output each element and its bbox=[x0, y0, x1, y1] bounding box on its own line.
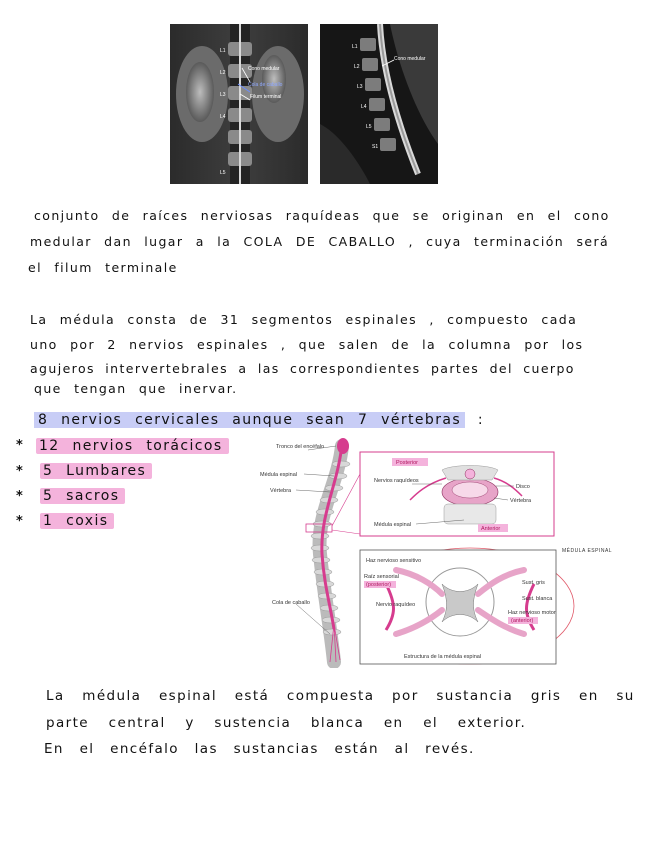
bottom-box-label-sust-gris: Sust. gris bbox=[522, 580, 545, 586]
paragraph1-line-1: medular dan lugar a la COLA DE CABALLO , cuya terminación será bbox=[30, 234, 610, 249]
top-box-tag-posterior: Posterior bbox=[396, 460, 419, 466]
spinal-anatomy-diagram bbox=[246, 434, 646, 668]
bottom-box-tag-posterior: (posterior) bbox=[366, 582, 392, 588]
paragraph1-line-2: el filum terminale bbox=[28, 260, 178, 275]
spine-label-vertebra: Vértebra bbox=[270, 488, 292, 494]
mri-right-vertebra-s1: S1 bbox=[372, 144, 379, 150]
bullet-marker-0: * bbox=[16, 438, 23, 453]
paragraph2-line-3: que tengan que inervar. bbox=[34, 381, 238, 396]
spine-label-tronco: Tronco del encéfalo bbox=[276, 444, 325, 450]
bottom-box-label-haz-motor: Haz nervioso motor bbox=[508, 610, 556, 616]
mri-right-vertebra-l1: L1 bbox=[352, 44, 358, 50]
top-box-label-medula: Médula espinal bbox=[374, 522, 411, 528]
bottom-box-label-haz-sensitivo: Haz nervioso sensitivo bbox=[366, 558, 422, 564]
mri-right-vertebra-l2: L2 bbox=[354, 64, 360, 70]
spine-label-cola: Cola de caballo bbox=[272, 600, 310, 606]
mri-right-vertebra-l4: L4 bbox=[361, 104, 367, 110]
mri-right-label-0: Cono medular bbox=[394, 56, 426, 62]
mri-right-vertebra-l3: L3 bbox=[357, 84, 363, 90]
mri-right-vertebra-l5: L5 bbox=[366, 124, 372, 130]
bottom-box-tag-anterior: (anterior) bbox=[511, 618, 534, 624]
cervical-highlight: 8 nervios cervicales aunque sean 7 vértebras bbox=[34, 412, 465, 428]
cervical-line bbox=[34, 412, 484, 428]
bullet-item-1: 5 Lumbares bbox=[40, 463, 152, 479]
paragraph1-line-0: conjunto de raíces nerviosas raquídeas que se originan en el cono bbox=[34, 208, 610, 223]
bottom-box-label-raiz: Raíz sensorial bbox=[364, 574, 399, 580]
top-box-label-vertebra: Vértebra bbox=[510, 498, 532, 504]
bullet-item-3: 1 coxis bbox=[40, 513, 114, 529]
mri-left-vertebra-l4: L4 bbox=[220, 114, 226, 120]
mri-left-vertebra-l2: L2 bbox=[220, 70, 226, 76]
spine-label-medula: Médula espinal bbox=[260, 472, 297, 478]
mri-sagittal-image bbox=[320, 24, 438, 184]
bullet-marker-3: * bbox=[16, 514, 23, 529]
bullet-item-0: 12 nervios torácicos bbox=[36, 438, 229, 454]
bottom-box-caption: Estructura de la médula espinal bbox=[404, 654, 482, 660]
bullet-item-2: 5 sacros bbox=[40, 488, 125, 504]
paragraph2-line-1: uno por 2 nervios espinales , que salen de la columna por los bbox=[30, 337, 584, 352]
bullet-marker-1: * bbox=[16, 464, 23, 479]
paragraph2-line-2: agujeros intervertebrales a las correspondientes partes del cuerpo bbox=[30, 361, 575, 376]
bottom-box-label-sust-blanca: Sust. blanca bbox=[522, 596, 553, 602]
mri-coronal-image bbox=[170, 24, 308, 184]
paragraph3-line-1: parte central y sustencia blanca en el exterior. bbox=[46, 715, 527, 731]
side-note-medula: MÉDULA ESPINAL bbox=[562, 548, 613, 554]
mri-left-label-0: Cono medular bbox=[248, 66, 280, 72]
mri-left-vertebra-l3: L3 bbox=[220, 92, 226, 98]
bullet-marker-2: * bbox=[16, 489, 23, 504]
paragraph3-line-2: En el encéfalo las sustancias están al revés. bbox=[44, 741, 475, 757]
cervical-colon: : bbox=[477, 412, 485, 428]
top-box-label-nervios: Nervios raquídeos bbox=[374, 478, 419, 484]
paragraph3-line-0: La médula espinal está compuesta por sustancia gris en su bbox=[46, 688, 635, 704]
bottom-box-label-nervio: Nervio raquídeo bbox=[376, 602, 416, 608]
mri-left-vertebra-l5: L5 bbox=[220, 170, 226, 176]
mri-left-label-2: Filum terminal bbox=[250, 94, 282, 100]
mri-left-vertebra-l1: L1 bbox=[220, 48, 226, 54]
top-box-tag-anterior: Anterior bbox=[481, 526, 501, 532]
mri-left-label-1: Cola de caballo bbox=[248, 82, 283, 88]
paragraph2-line-0: La médula consta de 31 segmentos espinales , compuesto cada bbox=[30, 312, 578, 327]
top-box-label-disco: Disco bbox=[516, 484, 530, 490]
